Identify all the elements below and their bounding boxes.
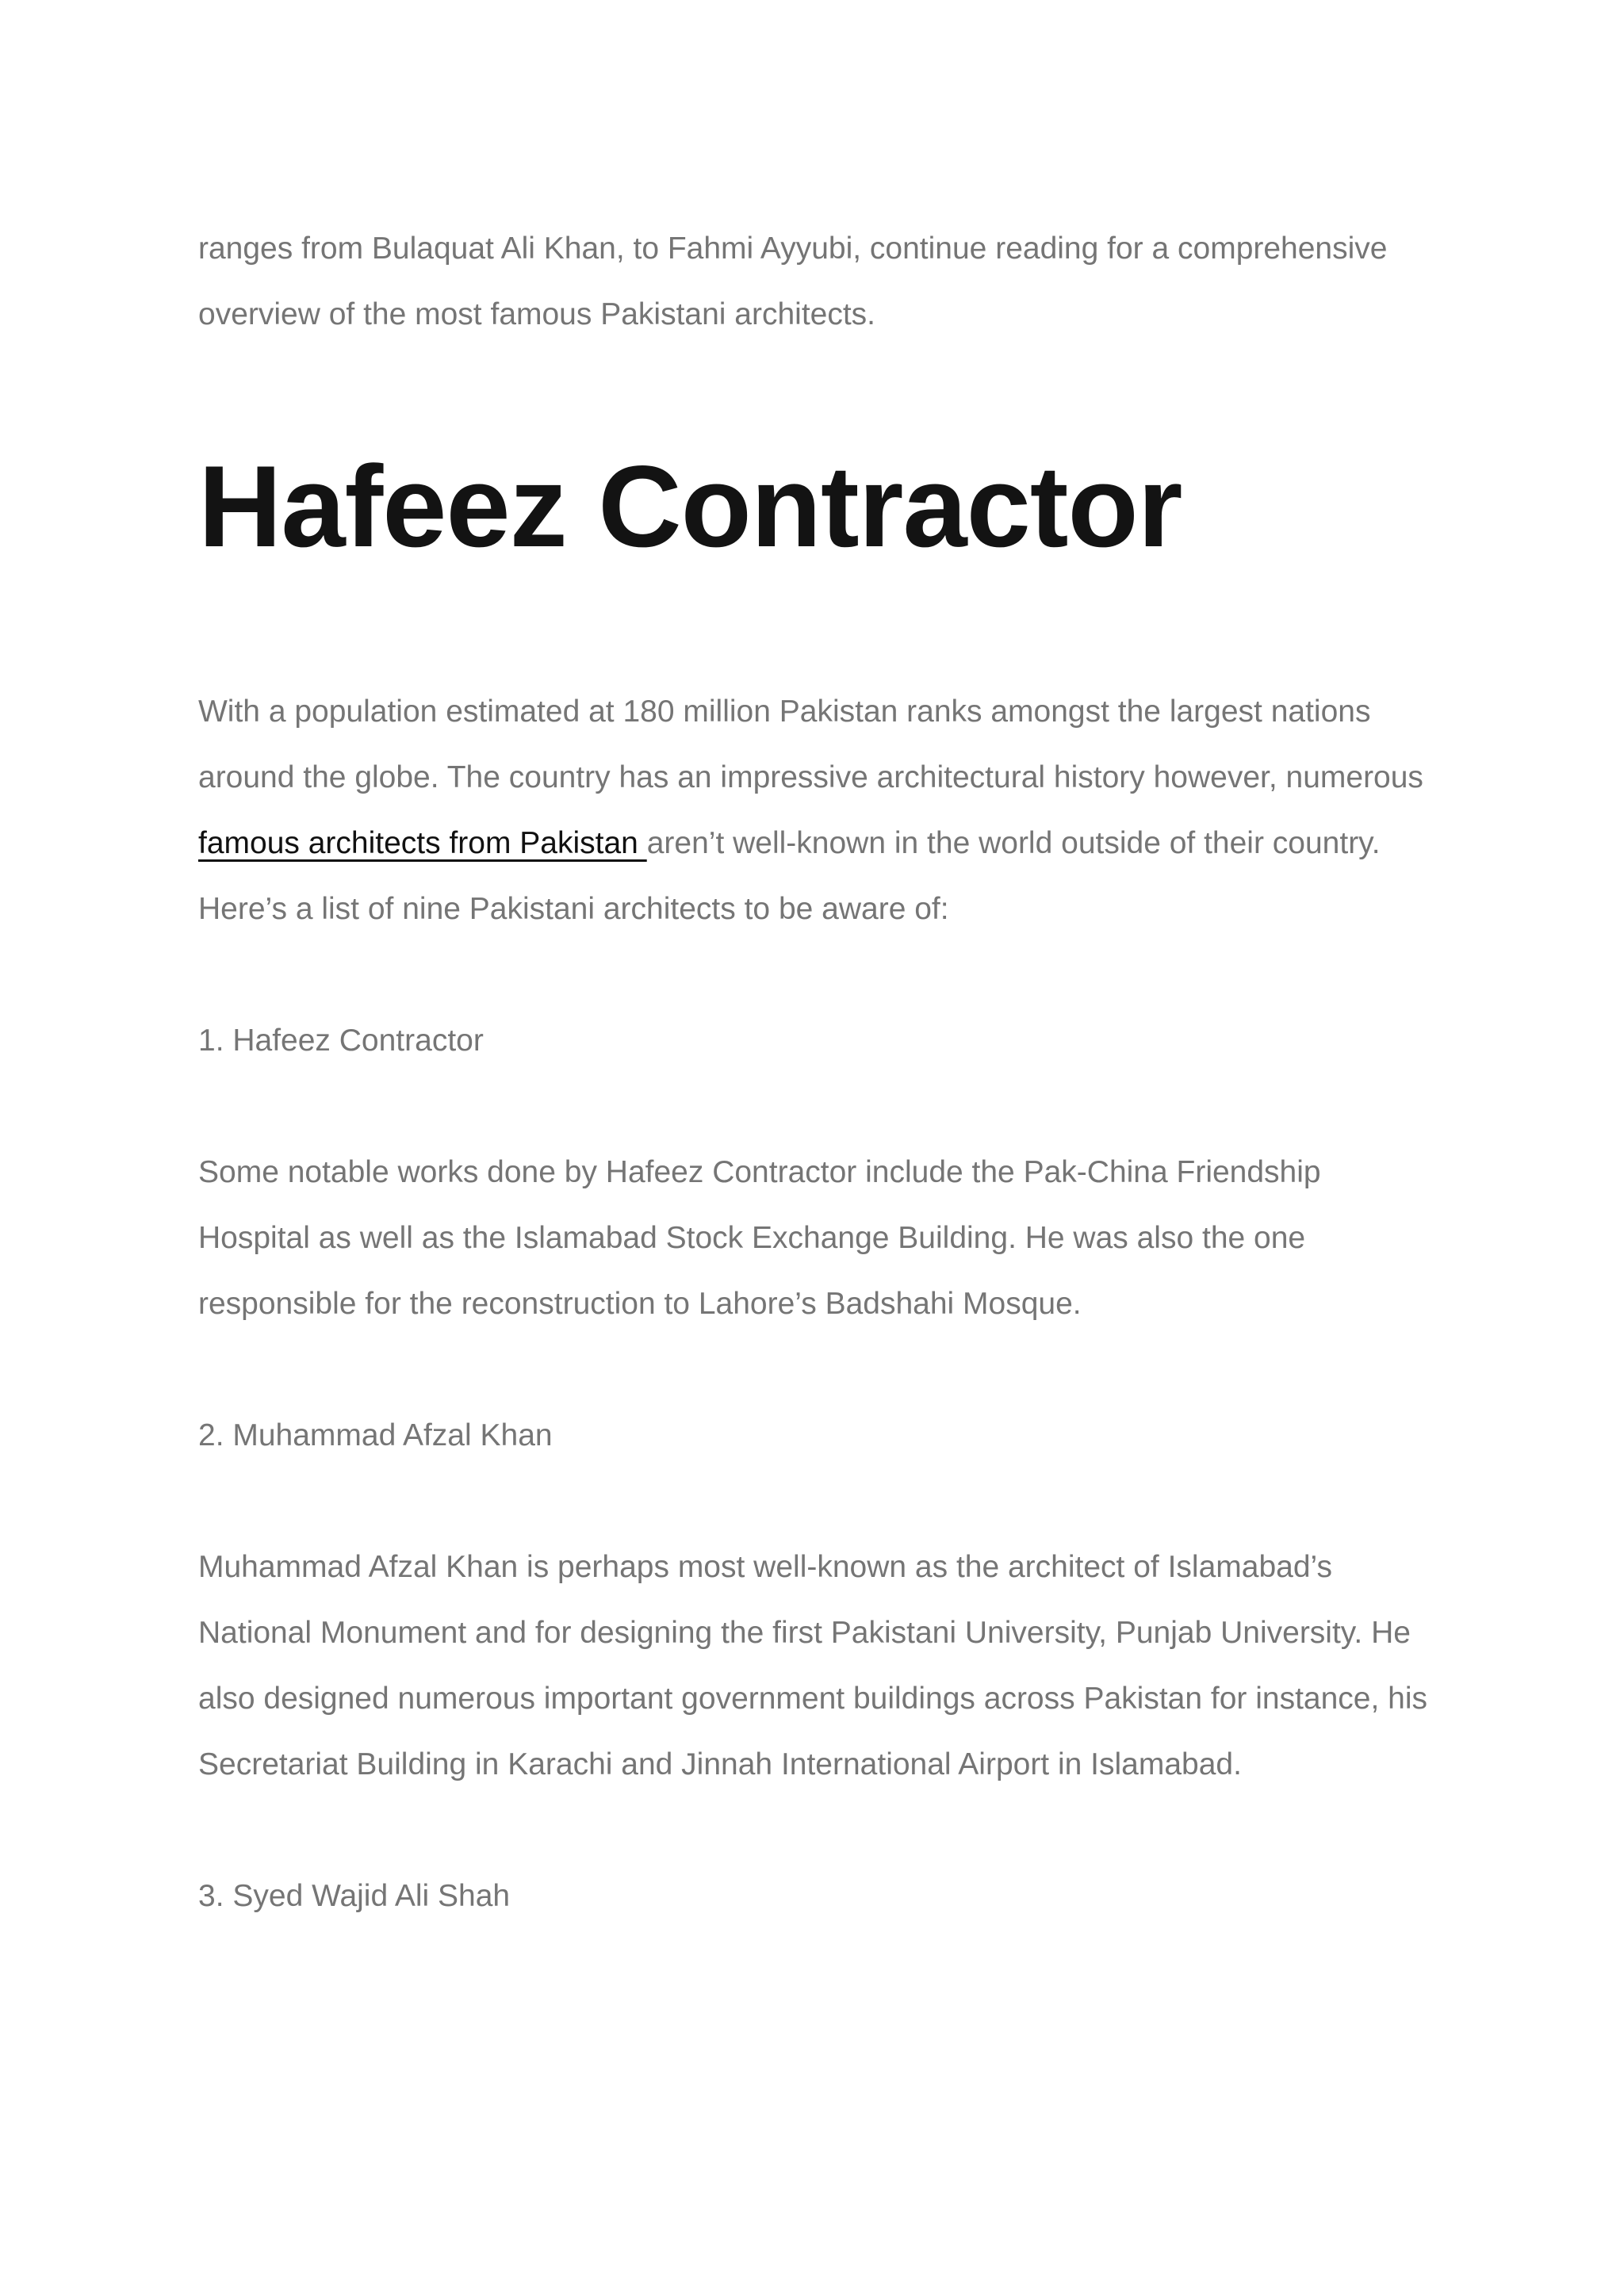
list-item-title-2: 2. Muhammad Afzal Khan: [198, 1418, 553, 1452]
spacer: [198, 1468, 1435, 1534]
spacer: [198, 574, 1435, 679]
overview-text-end: aren’t well-known in the world outside of their country. Here’s a list of nine Pakistani architects to be aware of:: [198, 826, 1381, 926]
overview-paragraph: [198, 679, 1435, 942]
spacer: [198, 1797, 1435, 1863]
article-body: [198, 216, 1435, 1929]
spacer: [198, 1073, 1435, 1139]
list-item-title-3: 3. Syed Wajid Ali Shah: [198, 1879, 511, 1913]
overview-text-start: With a population estimated at 180 million Pakistan ranks amongst the largest nations around the globe. The country has an impressive architectural history however, numerous: [198, 695, 1423, 794]
spacer: [198, 347, 1435, 439]
spacer: [198, 942, 1435, 1008]
section-heading: Hafeez Contractor: [198, 442, 1182, 571]
list-item-text-2: Muhammad Afzal Khan is perhaps most well-known as the architect of Islamabad’s National Monument and for designing the first Pakistani University, Punjab University. He also designed numerous important government buildings across Pakistan for instance, his Secretariat Building in Karachi and Jinnah International Airport in Islamabad.: [198, 1550, 1428, 1781]
famous-architects-link[interactable]: famous architects from Pakistan: [198, 826, 647, 860]
spacer: [198, 1337, 1435, 1402]
list-item-text-1: Some notable works done by Hafeez Contractor include the Pak-China Friendship Hospital as well as the Islamabad Stock Exchange Building. He was also the one responsible for the reconstruction to Lahore’s Badshahi Mosque.: [198, 1155, 1321, 1321]
intro-paragraph: ranges from Bulaquat Ali Khan, to Fahmi Ayyubi, continue reading for a comprehensive overview of the most famous Pakistani architects.: [198, 232, 1388, 331]
list-item-title-1: 1. Hafeez Contractor: [198, 1024, 484, 1058]
